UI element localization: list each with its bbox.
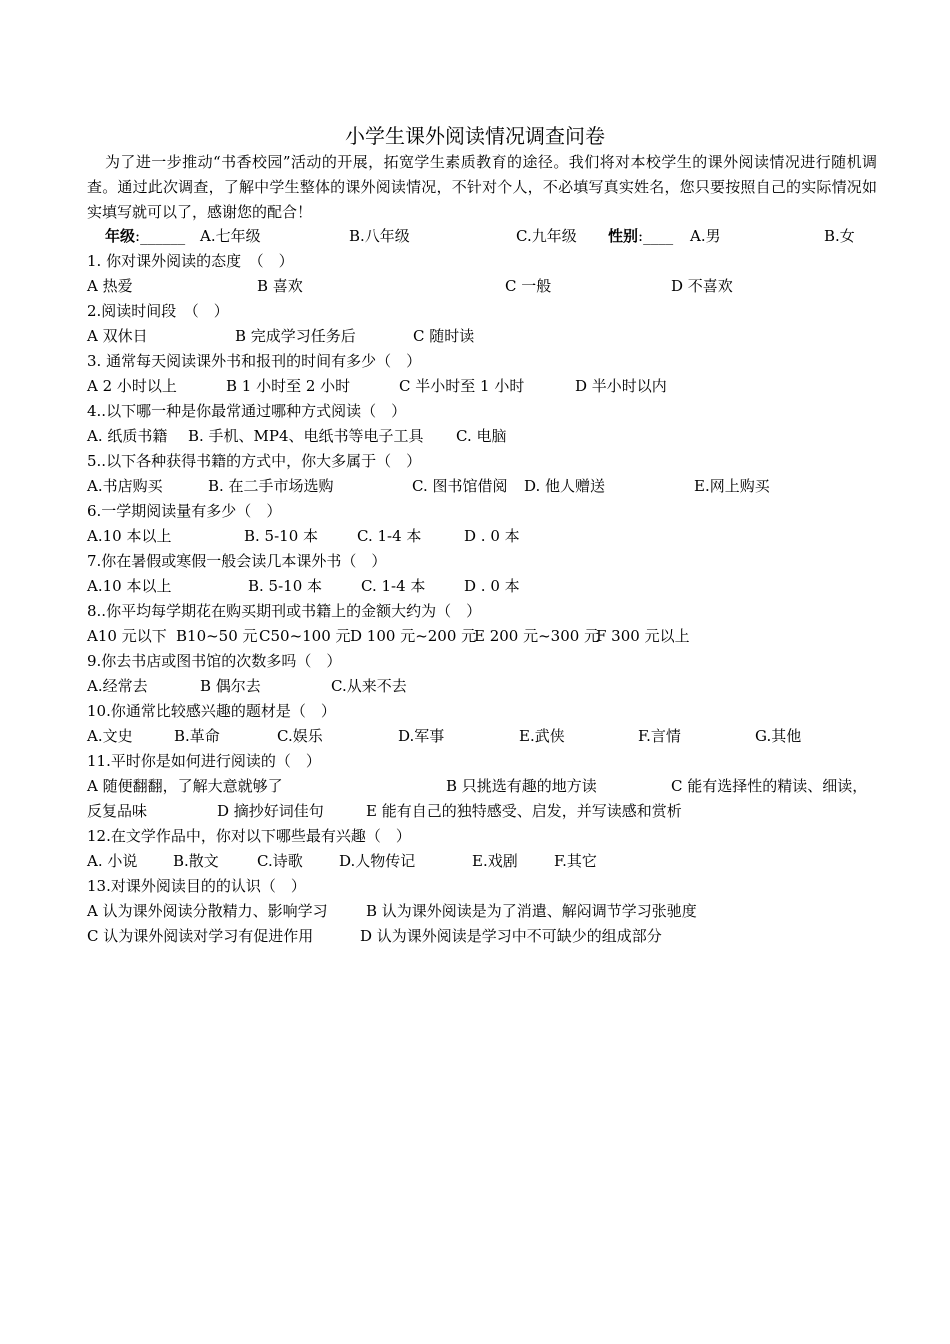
question-3 [87, 349, 890, 374]
options-9 [87, 674, 890, 699]
option[interactable]: A. 小说 [87, 852, 138, 870]
grade-gender-row [87, 224, 890, 249]
option[interactable]: C 随时读 [413, 327, 475, 345]
option[interactable]: B.革命 [174, 727, 220, 745]
option[interactable]: C.诗歌 [257, 852, 303, 870]
option[interactable]: B. 手机、MP4、电纸书等电子工具 [188, 427, 424, 445]
option[interactable]: D . 0 本 [464, 577, 520, 595]
option[interactable]: D 认为课外阅读是学习中不可缺少的组成部分 [360, 927, 662, 945]
option[interactable]: A 认为课外阅读分散精力、影响学习 [87, 902, 328, 920]
options-12 [87, 849, 890, 874]
option[interactable]: B 完成学习任务后 [235, 327, 356, 345]
option[interactable]: D . 0 本 [464, 527, 520, 545]
option[interactable]: B 认为课外阅读是为了消遣、解闷调节学习张驰度 [366, 902, 697, 920]
options-4 [87, 424, 890, 449]
option[interactable]: B. 在二手市场选购 [208, 477, 334, 495]
option[interactable]: D. 他人赠送 [524, 477, 606, 495]
option[interactable]: A.10 本以上 [87, 527, 172, 545]
gender-label: 性别 [608, 227, 639, 245]
question-text: 11.平时你是如何进行阅读的（ ） [87, 752, 321, 770]
options-7 [87, 574, 890, 599]
options-3 [87, 374, 890, 399]
gender-blank: :____ [638, 227, 674, 245]
option[interactable]: D 摘抄好词佳句 [217, 802, 324, 820]
option[interactable]: A.10 本以上 [87, 577, 172, 595]
options-11-continued [87, 799, 890, 824]
page-title: 小学生课外阅读情况调查问卷 [345, 124, 605, 148]
question-text: 2.阅读时间段 （ ） [87, 302, 229, 320]
options-6 [87, 524, 890, 549]
option[interactable]: B.散文 [173, 852, 219, 870]
question-text: 5..以下各种获得书籍的方式中，你大多属于（ ） [87, 452, 422, 470]
option[interactable]: C.娱乐 [277, 727, 323, 745]
option[interactable]: A.文史 [87, 727, 133, 745]
option[interactable]: B 1 小时至 2 小时 [226, 377, 351, 395]
option[interactable]: C 一般 [505, 277, 552, 295]
option[interactable]: E 能有自己的独特感受、启发，并写读感和赏析 [366, 802, 682, 820]
question-4 [87, 399, 890, 424]
question-10 [87, 699, 890, 724]
question-2 [87, 299, 890, 324]
option[interactable]: G.其他 [755, 727, 802, 745]
question-text: 4..以下哪一种是你最常通过哪种方式阅读（ ） [87, 402, 407, 420]
option[interactable]: E 200 元~300 元 [474, 627, 600, 645]
question-7 [87, 549, 890, 574]
gender-field[interactable] [608, 224, 673, 249]
option[interactable]: B10~50 元 [176, 627, 258, 645]
gender-option[interactable]: A.男 [690, 227, 721, 245]
question-11 [87, 749, 890, 774]
option[interactable]: A 热爱 [87, 277, 133, 295]
option[interactable]: C. 1-4 本 [357, 527, 422, 545]
question-text: 7.你在暑假或寒假一般会读几本课外书（ ） [87, 552, 387, 570]
option[interactable]: A.书店购买 [87, 477, 163, 495]
option[interactable]: D 100 元~200 元 [350, 627, 477, 645]
question-1 [87, 249, 890, 274]
options-11 [87, 774, 890, 799]
question-text: 12.在文学作品中，你对以下哪些最有兴趣（ ） [87, 827, 411, 845]
option[interactable]: E.武侠 [519, 727, 565, 745]
option[interactable]: B 只挑选有趣的地方读 [446, 777, 597, 795]
options-8 [87, 624, 890, 649]
grade-option[interactable]: A.七年级 [200, 227, 261, 245]
option[interactable]: A10 元以下 [87, 627, 167, 645]
intro-paragraph: 为了进一步推动“书香校园”活动的开展，拓宽学生素质教育的途径。我们将对本校学生的课外阅读情况进行随机调查。通过此次调查，了解中学生整体的课外阅读情况，不针对个人，不必填写真实姓名，您只要按照自己的实际情况如实填写就可以了，感谢您的配合！ [87, 153, 877, 221]
grade-option[interactable]: B.八年级 [349, 227, 410, 245]
options-2 [87, 324, 890, 349]
option[interactable]: C50~100 元 [259, 627, 351, 645]
option[interactable]: A.经常去 [87, 677, 148, 695]
option[interactable]: D.军事 [398, 727, 445, 745]
question-text: 10.你通常比较感兴趣的题材是（ ） [87, 702, 336, 720]
grade-blank: :______ [135, 227, 186, 245]
question-text: 8..你平均每学期花在购买期刊或书籍上的金额大约为（ ） [87, 602, 482, 620]
grade-field[interactable] [105, 224, 185, 249]
option[interactable]: C 能有选择性的精读、细读， [671, 777, 868, 795]
option[interactable]: E.戏剧 [472, 852, 518, 870]
options-13 [87, 899, 890, 924]
question-6 [87, 499, 890, 524]
options-1 [87, 274, 890, 299]
question-8 [87, 599, 890, 624]
question-13 [87, 874, 890, 899]
option[interactable]: D.人物传记 [339, 852, 416, 870]
option-continuation: 反复品味 [87, 802, 148, 820]
option[interactable]: A 随便翻翻，了解大意就够了 [87, 777, 283, 795]
question-text: 13.对课外阅读目的的认识（ ） [87, 877, 306, 895]
question-9 [87, 649, 890, 674]
options-5 [87, 474, 890, 499]
question-text: 6.一学期阅读量有多少（ ） [87, 502, 282, 520]
option[interactable]: A. 纸质书籍 [87, 427, 168, 445]
grade-label: 年级 [105, 227, 136, 245]
option[interactable]: B 偶尔去 [200, 677, 261, 695]
option[interactable]: C 半小时至 1 小时 [399, 377, 525, 395]
question-5 [87, 449, 890, 474]
option[interactable]: A 双休日 [87, 327, 148, 345]
option[interactable]: B 喜欢 [257, 277, 303, 295]
option[interactable]: E.网上购买 [694, 477, 770, 495]
gender-option[interactable]: B.女 [824, 227, 855, 245]
option[interactable]: B. 5-10 本 [244, 527, 319, 545]
option[interactable]: C. 图书馆借阅 [412, 477, 508, 495]
option[interactable]: F.其它 [554, 852, 597, 870]
question-text: 1. 你对课外阅读的态度 （ ） [87, 252, 294, 270]
option[interactable]: F.言情 [638, 727, 681, 745]
question-12 [87, 824, 890, 849]
option[interactable]: D 半小时以内 [575, 377, 667, 395]
options-13-continued [87, 924, 890, 949]
option[interactable]: C.从来不去 [331, 677, 407, 695]
question-text: 3. 通常每天阅读课外书和报刊的时间有多少（ ） [87, 352, 422, 370]
option[interactable]: D 不喜欢 [671, 277, 733, 295]
option[interactable]: C. 电脑 [456, 427, 507, 445]
option[interactable]: C 认为课外阅读对学习有促进作用 [87, 927, 314, 945]
option[interactable]: A 2 小时以上 [87, 377, 177, 395]
question-text: 9.你去书店或图书馆的次数多吗（ ） [87, 652, 342, 670]
option[interactable]: C. 1-4 本 [361, 577, 426, 595]
grade-option[interactable]: C.九年级 [516, 227, 577, 245]
option[interactable]: B. 5-10 本 [248, 577, 323, 595]
option[interactable]: F 300 元以上 [596, 627, 690, 645]
options-10 [87, 724, 890, 749]
